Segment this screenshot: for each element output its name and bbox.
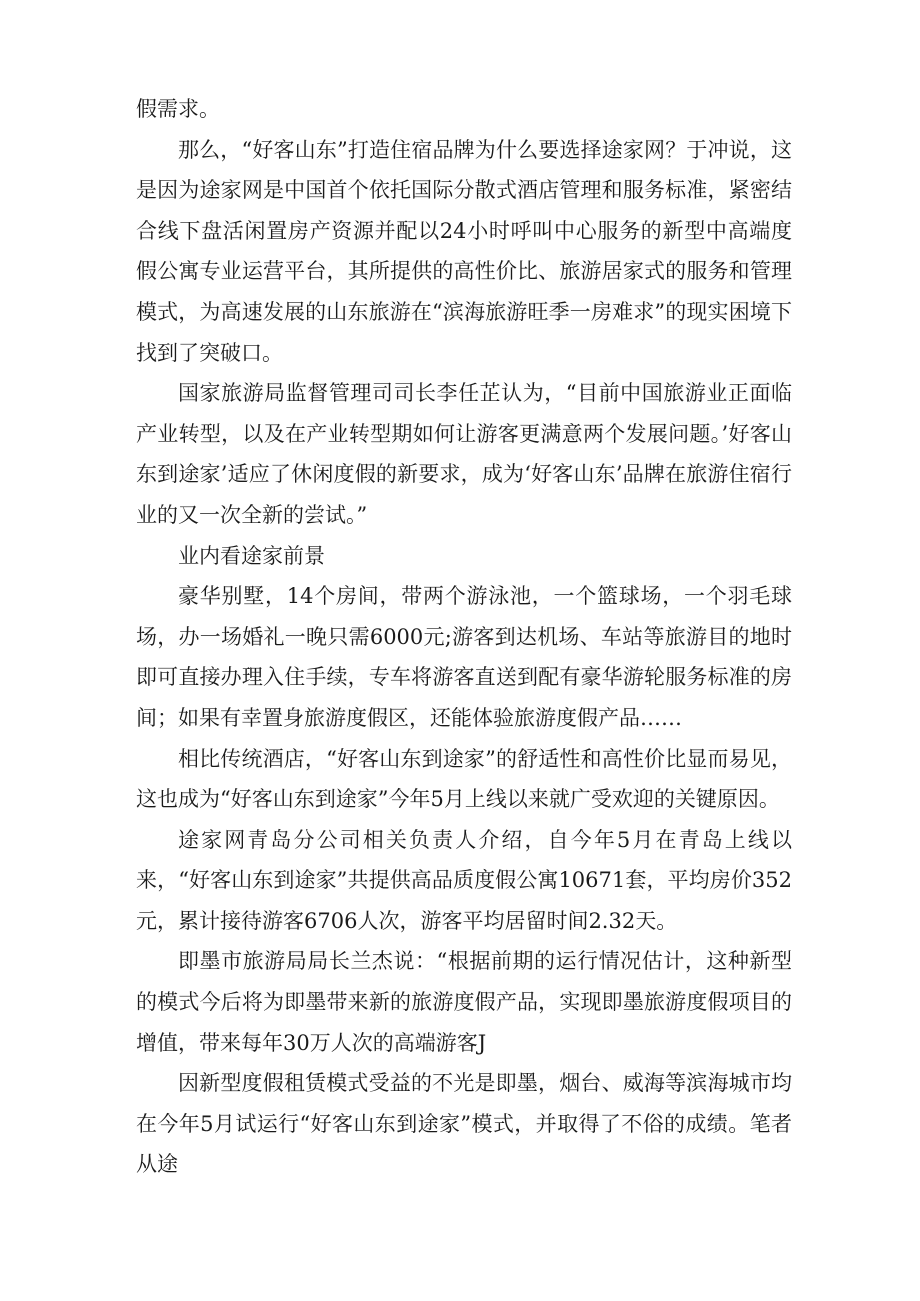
paragraph-why-tujia: 那么，“好客山东”打造住宿品牌为什么要选择途家网？于冲说，这是因为途家网是中国首个依托国际分散式酒店管理和服务标准，紧密结合线下盘活闲置房产资源并配以24小时呼叫中心服务的新型中高端度假公寓专业运营平台，其所提供的高性价比、旅游居家式的服务和管理模式，为高速发展的山东旅游在“滨海旅游旺季一房难求”的现实困境下找到了突破口。 [136, 137, 792, 365]
article-body [136, 89, 792, 1185]
paragraph-qingdao-stats: 途家网青岛分公司相关负责人介绍，自今年5月在青岛上线以来，“好客山东到途家”共提供高品质度假公寓10671套，平均房价352元，累计接待游客6706人次，游客平均居留时间2.32天。 [136, 827, 792, 933]
paragraph-jimo-quote: 即墨市旅游局局长兰杰说：“根据前期的运行情况估计，这种新型的模式今后将为即墨带来新的旅游度假产品，实现即墨旅游度假项目的增值，带来每年30万人次的高端游客J [136, 949, 792, 1055]
section-heading: 业内看途家前景 [178, 543, 325, 568]
paragraph-villa: 豪华别墅，14个房间，带两个游泳池，一个篮球场，一个羽毛球场，办一场婚礼一晚只需6000元;游客到达机场、车站等旅游目的地时即可直接办理入住手续，专车将游客直送到配有豪华游轮服务标准的房间；如果有幸置身旅游度假区，还能体验旅游度假产品…… [136, 584, 792, 730]
paragraph-continued: 假需求。 [136, 97, 220, 121]
paragraph-official-quote: 国家旅游局监督管理司司长李任芷认为，“目前中国旅游业正面临产业转型，以及在产业转型期如何让游客更满意两个发展问题。’好客山东到途家’适应了休闲度假的新要求，成为‘好客山东’品牌在旅游住宿行业的又一次全新的尝试。” [136, 381, 792, 527]
paragraph-comparison: 相比传统酒店，“好客山东到途家”的舒适性和高性价比显而易见，这也成为“好客山东到途家”今年5月上线以来就广受欢迎的关键原因。 [136, 746, 792, 812]
paragraph-coastal-cities: 因新型度假租赁模式受益的不光是即墨，烟台、威海等滨海城市均在今年5月试运行“好客山东到途家”模式，并取得了不俗的成绩。笔者从途 [136, 1071, 792, 1177]
